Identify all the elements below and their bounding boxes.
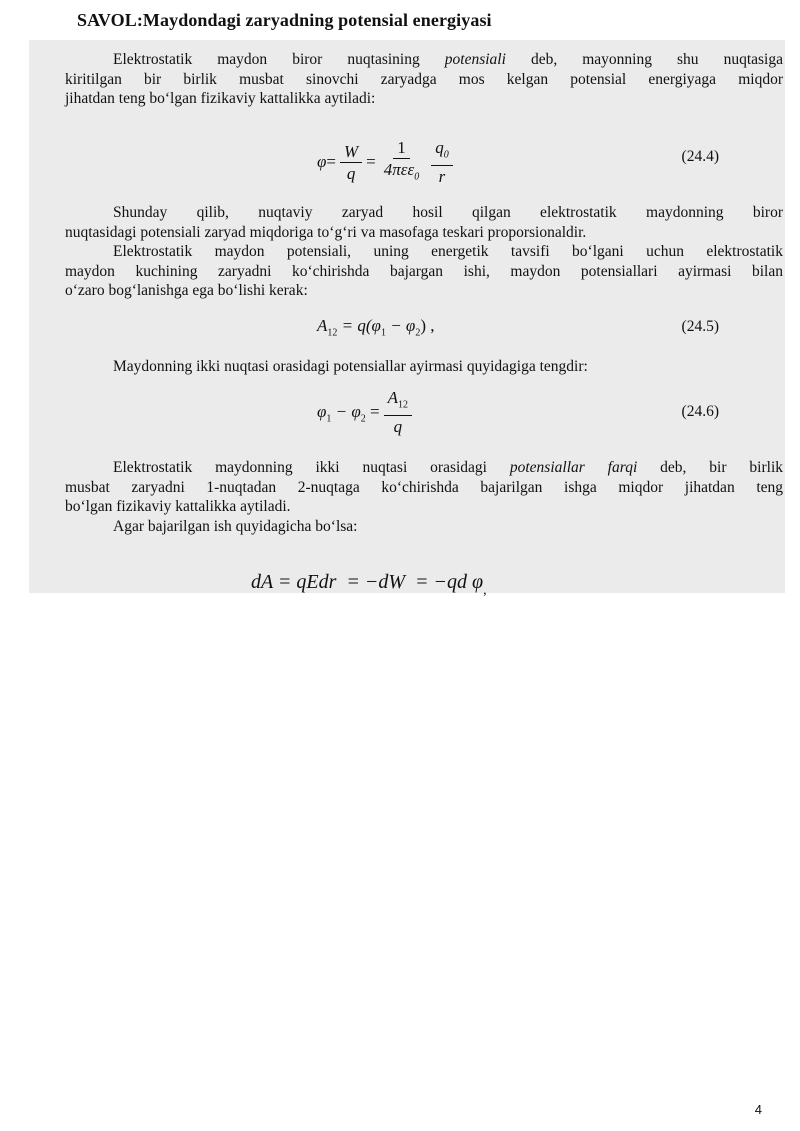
equation-24-4: φ= $\frac{W}{q}$ = $\frac{1}{4\pi\varepsilon\varepsilon_0}$ $\frac{q_0}{r}$ xyxy=(317,138,457,188)
page-title: SAVOL:Maydondagi zaryadning potensial energiyasi xyxy=(77,10,492,30)
paragraph-definition-potential xyxy=(65,50,783,109)
text-line: Maydonning ikki nuqtasi orasidagi potensiallar ayirmasi quyidagiga tengdir: xyxy=(113,358,588,375)
equation-24-6: $\varphi_1 - \varphi_2$ = $\frac{A_{12}}{q}$ xyxy=(317,388,416,438)
equation-number-24-6: (24.6) xyxy=(681,403,719,420)
text-line: maydon kuchining zaryadni ko‘chirishda bajargan ishi, maydon potensiallari ayirmasi bilan xyxy=(65,262,783,280)
paragraph-work-condition xyxy=(65,517,783,537)
text-line: kiritilgan bir birlik musbat sinovchi zaryadga mos kelgan potensial energiyaga miqdor xyxy=(65,70,783,88)
paragraph-potential-work xyxy=(65,242,783,301)
equation-differential-work: dA = qEdr = −dW = −qd $\varphi_,$ xyxy=(251,571,487,598)
text-line: bo‘lgan fizikaviy kattalikka aytiladi. xyxy=(65,498,291,515)
text-line: Elektrostatik maydonning ikki nuqtasi orasidagi potensiallar farqi deb, bir birlik xyxy=(113,459,783,476)
fraction-coulomb-constant: $\frac{1}{4\pi\varepsilon\varepsilon_0}$ xyxy=(383,138,420,183)
page-number: 4 xyxy=(754,1102,762,1117)
equation-number-24-4: (24.4) xyxy=(681,148,719,165)
text-line: o‘zaro bog‘lanishga ega bo‘lishi kerak: xyxy=(65,282,308,299)
text-line: Elektrostatik maydon potensiali, uning energetik tavsifi bo‘lgani uchun elektrostatik xyxy=(113,243,783,260)
paragraph-potential-difference-definition xyxy=(65,458,783,517)
equation-24-5: $A_{12} = q(\varphi_1 - \varphi_2)$ , xyxy=(317,316,435,339)
text-line: musbat zaryadni 1-nuqtadan 2-nuqtaga ko‘chirishda bajarilgan ishga miqdor jihatdan teng xyxy=(65,478,783,496)
text-line: Shunday qilib, nuqtaviy zaryad hosil qilgan elektrostatik maydonning biror xyxy=(113,204,783,221)
fraction-q-over-r: $\frac{q_0}{r}$ xyxy=(431,138,453,188)
fraction-w-over-q: $\frac{W}{q}$ xyxy=(340,142,362,185)
equation-number-24-5: (24.5) xyxy=(681,318,719,335)
emphasis-term: potensiali xyxy=(444,51,506,68)
paragraph-potential-difference-intro xyxy=(65,357,783,377)
text-line: Agar bajarilgan ish quyidagicha bo‘lsa: xyxy=(113,518,358,535)
fraction-work-over-charge: $\frac{A_{12}}{q}$ xyxy=(384,388,412,438)
content-panel xyxy=(29,40,785,598)
paragraph-point-charge xyxy=(65,203,783,242)
text-line: Elektrostatik maydon biror nuqtasining potensiali deb, mayonning shu nuqtasiga xyxy=(113,51,783,68)
emphasis-term: potensiallar farqi xyxy=(509,459,638,476)
text-line: jihatdan teng bo‘lgan fizikaviy kattalikka aytiladi: xyxy=(65,90,376,107)
text-line: nuqtasidagi potensiali zaryad miqdoriga to‘g‘ri va masofaga teskari proporsionaldir. xyxy=(65,223,587,241)
